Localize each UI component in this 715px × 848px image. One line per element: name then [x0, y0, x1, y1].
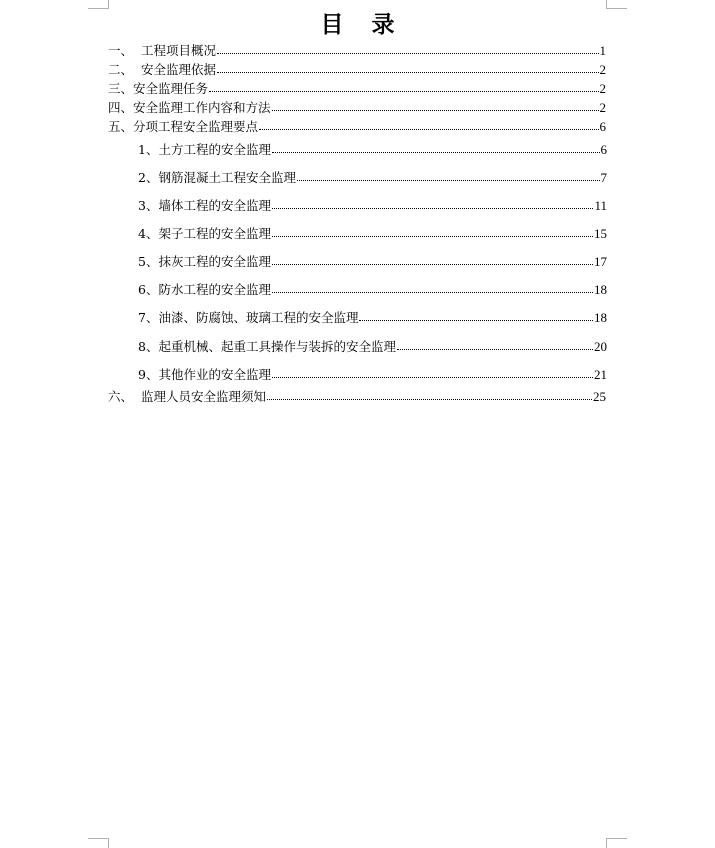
toc-entry-title: 起重机械、起重工具操作与装拆的安全监理	[158, 339, 396, 354]
page-title: 目 录	[320, 12, 405, 38]
toc-entry-title: 监理人员安全监理须知	[140, 389, 266, 404]
toc-entry-5-8[interactable]	[138, 338, 607, 354]
toc-entry-page: 7	[600, 170, 607, 185]
toc-entry-number: 三、	[108, 81, 134, 96]
toc-entry-5-2[interactable]	[138, 169, 607, 185]
toc-entry-number: 一、	[108, 43, 141, 58]
toc-dot-leader	[272, 236, 593, 237]
toc-dot-leader	[272, 208, 594, 209]
toc-entry-title: 土方工程的安全监理	[158, 142, 271, 157]
toc-entry-number: 四、	[108, 100, 134, 115]
toc-entry-5-7[interactable]	[138, 309, 607, 325]
toc-entry-5-6[interactable]	[138, 281, 607, 297]
toc-dot-leader	[272, 377, 593, 378]
toc-dot-leader	[217, 72, 599, 73]
toc-entry-number: 9、	[138, 367, 159, 382]
toc-entry-number: 6、	[138, 282, 159, 297]
toc-entry-page: 2	[599, 100, 606, 115]
toc-entry-number: 5、	[138, 254, 159, 269]
toc-entry-page: 18	[594, 282, 607, 297]
toc-entry-title: 工程项目概况	[140, 43, 216, 58]
toc-entry-5-3[interactable]	[138, 197, 607, 213]
toc-entry-page: 21	[594, 367, 607, 382]
toc-dot-leader	[272, 110, 599, 111]
toc-entry-number: 六、	[108, 389, 141, 404]
toc-entry-title: 其他作业的安全监理	[158, 367, 271, 382]
toc-entry-number: 2、	[138, 170, 159, 185]
toc-entry-number: 五、	[108, 119, 134, 134]
toc-dot-leader	[217, 53, 599, 54]
toc-entry-page: 25	[593, 389, 606, 404]
toc-entry-title: 分项工程安全监理要点	[133, 119, 259, 134]
toc-entry-title: 安全监理工作内容和方法	[133, 100, 271, 115]
toc-entry-number: 4、	[138, 226, 159, 241]
toc-dot-leader	[259, 129, 598, 130]
toc-entry-6[interactable]	[108, 388, 606, 404]
toc-entry-page: 20	[594, 339, 607, 354]
toc-entry-number: 8、	[138, 339, 159, 354]
crop-mark-bottom-right	[606, 838, 627, 848]
toc-entry-page: 11	[594, 198, 607, 213]
toc-entry-number: 1、	[138, 142, 159, 157]
toc-dot-leader	[359, 320, 593, 321]
toc-entry-page: 2	[599, 81, 606, 96]
toc-entry-title: 墙体工程的安全监理	[158, 198, 271, 213]
toc-entry-number: 7、	[138, 310, 159, 325]
toc-dot-leader	[272, 292, 593, 293]
toc-entry-title: 架子工程的安全监理	[158, 226, 271, 241]
toc-dot-leader	[272, 152, 600, 153]
toc-entry-page: 6	[599, 119, 606, 134]
toc-dot-leader	[272, 264, 593, 265]
toc-entry-title: 抹灰工程的安全监理	[158, 254, 271, 269]
toc-entry-title: 安全监理依据	[140, 62, 216, 77]
toc-dot-leader	[397, 349, 593, 350]
toc-entry-5[interactable]	[108, 118, 606, 134]
toc-entry-title: 油漆、防腐蚀、玻璃工程的安全监理	[158, 310, 359, 325]
toc-entry-number: 二、	[108, 62, 141, 77]
toc-dot-leader	[297, 180, 600, 181]
toc-entry-4[interactable]	[108, 99, 606, 115]
toc-entry-5-4[interactable]	[138, 225, 607, 241]
toc-entry-2[interactable]	[108, 61, 606, 77]
toc-entry-page: 15	[594, 226, 607, 241]
toc-entry-number: 3、	[138, 198, 159, 213]
toc-entry-page: 18	[594, 310, 607, 325]
toc-entry-3[interactable]	[108, 80, 606, 96]
toc-entry-title: 防水工程的安全监理	[158, 282, 271, 297]
toc-entry-title: 安全监理任务	[133, 81, 209, 96]
toc-entry-5-9[interactable]	[138, 366, 607, 382]
toc-dot-leader	[267, 399, 592, 400]
toc-entry-1[interactable]	[108, 42, 606, 58]
crop-mark-bottom-left	[88, 838, 109, 848]
toc-entry-title: 钢筋混凝土工程安全监理	[158, 170, 296, 185]
toc-entry-page: 1	[599, 43, 606, 58]
toc-entry-5-1[interactable]	[138, 141, 607, 157]
toc-entry-page: 2	[599, 62, 606, 77]
toc-entry-page: 17	[594, 254, 607, 269]
toc-dot-leader	[209, 91, 598, 92]
toc-entry-5-5[interactable]	[138, 253, 607, 269]
toc-entry-page: 6	[600, 142, 607, 157]
